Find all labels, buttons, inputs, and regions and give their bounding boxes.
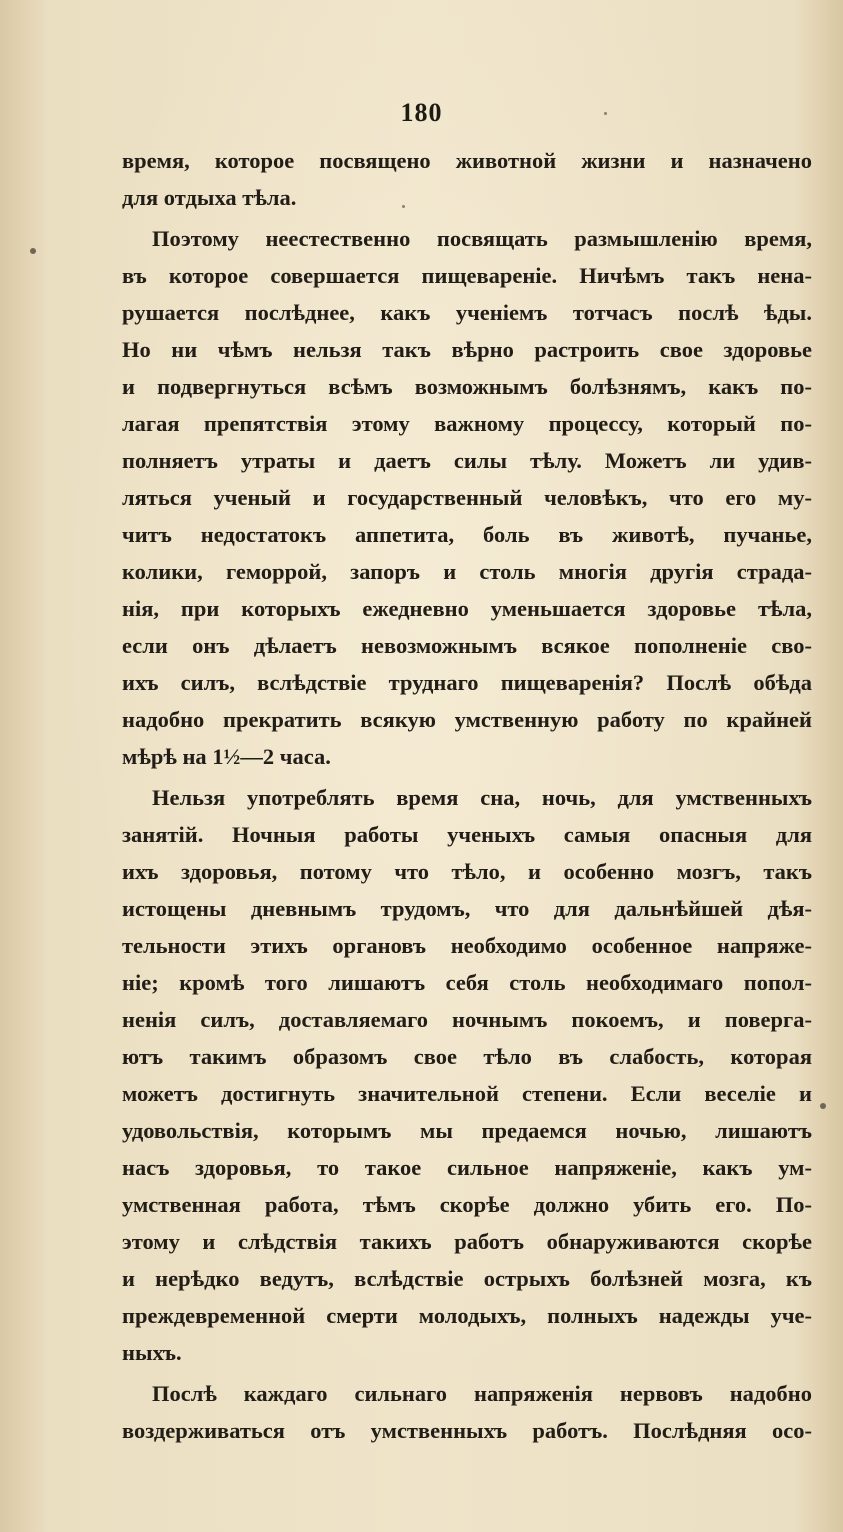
paper-speck [30,248,36,254]
text-line: ненія силъ, доставляемаго ночнымъ покоемъ, и поверга- [122,1007,812,1032]
text-line: для отдыха тѣла. [122,185,297,210]
paragraph [122,1375,812,1449]
text-line: ютъ такимъ образомъ свое тѣло въ слабость, которая [122,1044,812,1069]
text-line: ляться ученый и государственный человѣкъ, что его му- [122,485,812,510]
paragraph [122,220,812,775]
text-line: воздерживаться отъ умственныхъ работъ. Послѣдняя осо- [122,1418,812,1443]
body-text [122,142,812,1449]
text-line: колики, геморрой, запоръ и столь многія другія страда- [122,559,812,584]
text-line: Послѣ каждаго сильнаго напряженія нервовъ надобно [152,1381,812,1406]
text-line: и подвергнуться всѣмъ возможнымъ болѣзнямъ, какъ по- [122,374,812,399]
text-line: ныхъ. [122,1340,182,1365]
text-line: время, которое посвящено животной жизни и назначено [122,148,812,173]
text-line: рушается послѣднее, какъ ученіемъ тотчасъ послѣ ѣды. [122,300,812,325]
text-line: нія, при которыхъ ежедневно уменьшается здоровье тѣла, [122,596,812,621]
text-line: надобно прекратить всякую умственную работу по крайней [122,707,812,732]
text-line: истощены дневнымъ трудомъ, что для дальнѣйшей дѣя- [122,896,812,921]
paragraph [122,779,812,1371]
text-line: насъ здоровья, то такое сильное напряженіе, какъ ум- [122,1155,812,1180]
text-line: лагая препятствія этому важному процессу, который по- [122,411,812,436]
text-line: этому и слѣдствія такихъ работъ обнаруживаются скорѣе [122,1229,812,1254]
paper-speck [820,1103,826,1109]
text-line: Нельзя употреблять время сна, ночь, для умственныхъ [152,785,812,810]
text-line: умственная работа, тѣмъ скорѣе должно убить его. По- [122,1192,812,1217]
text-line: преждевременной смерти молодыхъ, полныхъ надежды уче- [122,1303,812,1328]
text-line: можетъ достигнуть значительной степени. Если веселіе и [122,1081,812,1106]
text-line: ихъ силъ, вслѣдствіе труднаго пищеваренія? Послѣ обѣда [122,670,812,695]
text-line: полняетъ утраты и даетъ силы тѣлу. Можетъ ли удив- [122,448,812,473]
text-line: если онъ дѣлаетъ невозможнымъ всякое пополненіе сво- [122,633,812,658]
text-line: тельности этихъ органовъ необходимо особенное напряже- [122,933,812,958]
text-line: Поэтому неестественно посвящать размышленію время, [152,226,812,251]
text-line: занятій. Ночныя работы ученыхъ самыя опасныя для [122,822,812,847]
text-line: и нерѣдко ведутъ, вслѣдствіе острыхъ болѣзней мозга, къ [122,1266,812,1291]
page-number: 180 [400,98,443,127]
paragraph [122,142,812,216]
text-line: ихъ здоровья, потому что тѣло, и особенно мозгъ, такъ [122,859,812,884]
text-line: ніе; кромѣ того лишаютъ себя столь необходимаго попол- [122,970,812,995]
text-line: въ которое совершается пищевареніе. Ничѣмъ такъ нена- [122,263,812,288]
text-line: удовольствія, которымъ мы предаемся ночью, лишаютъ [122,1118,812,1143]
text-line: мѣрѣ на 1½—2 часа. [122,744,331,769]
text-line: Но ни чѣмъ нельзя такъ вѣрно растроить свое здоровье [122,337,812,362]
text-line: читъ недостатокъ аппетита, боль въ животѣ, пучанье, [122,522,812,547]
